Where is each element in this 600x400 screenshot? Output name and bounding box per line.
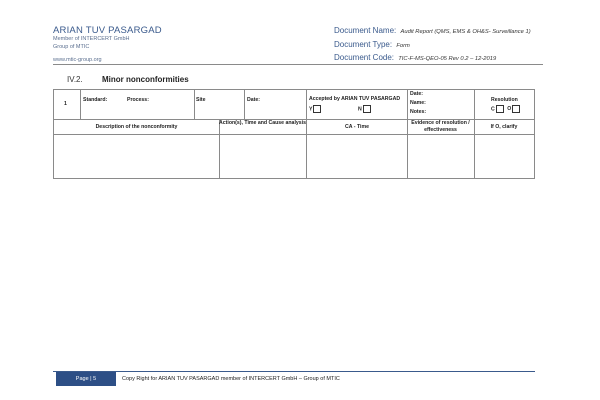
company-block	[53, 25, 162, 51]
clarify-field[interactable]	[475, 135, 534, 178]
col-evidence: Evidence of resolution / effectiveness	[411, 120, 470, 133]
nonconformity-table	[53, 89, 535, 179]
actions-field[interactable]	[220, 135, 306, 178]
col-clarify: If O, clarify	[490, 124, 518, 130]
document-info	[334, 25, 531, 66]
website-link[interactable]: www.mtic-group.org	[53, 57, 102, 63]
table-col-divider	[244, 90, 245, 119]
header-divider	[53, 64, 543, 65]
standard-label: Standard:	[83, 97, 108, 103]
resolution-options	[491, 105, 520, 113]
page-label: Page	[75, 376, 89, 382]
closed-checkbox[interactable]	[496, 105, 504, 113]
no-checkbox[interactable]	[363, 105, 371, 113]
resolution-label: Resolution	[491, 97, 518, 103]
doc-type-line	[334, 39, 531, 53]
row-number: 1	[64, 101, 67, 107]
doc-type-label: Document Type:	[334, 39, 393, 49]
signoff-date-label: Date:	[410, 91, 423, 97]
page-number: 5	[93, 376, 97, 382]
signoff-notes-label: Notes:	[410, 109, 427, 115]
doc-name-label: Document Name:	[334, 26, 397, 35]
open-label: O	[507, 106, 512, 113]
date-label: Date:	[247, 97, 260, 103]
accepted-no	[358, 105, 371, 113]
section-title: Minor nonconformities	[102, 75, 189, 84]
doc-type-value: Form	[396, 42, 410, 49]
accepted-label: Accepted by ARIAN TUV PASARGAD	[309, 96, 401, 102]
yes-label: Y	[309, 106, 313, 113]
table-col-divider	[474, 90, 475, 119]
ca-time-field[interactable]	[307, 135, 407, 178]
table-col-divider	[194, 90, 195, 119]
col-actions: Action(s), Time and Cause analysis	[219, 120, 306, 126]
section-number: IV.2.	[67, 75, 83, 84]
copyright-text: Copy Right for ARIAN TUV PASARGAD member of INTERCERT GmbH – Group of MTIC	[122, 376, 340, 382]
description-field[interactable]	[54, 135, 219, 178]
col-ca-time: CA - Time	[345, 124, 369, 130]
member-line: Member of INTERCERT GmbH	[53, 36, 130, 42]
doc-name-value: Audit Report (QMS, EMS & OH&S- Surveillance 1)	[400, 29, 531, 35]
open-checkbox[interactable]	[512, 105, 520, 113]
closed-label: C	[491, 106, 495, 113]
col-description: Description of the nonconformity	[95, 124, 178, 130]
doc-name-line	[334, 25, 531, 39]
table-col-divider	[407, 90, 408, 119]
signoff-name-label: Name:	[410, 100, 426, 106]
group-line: Group of MTIC	[53, 43, 90, 50]
site-label: Site	[196, 97, 206, 103]
company-name: ARIAN TUV PASARGAD	[53, 25, 162, 36]
section-heading	[67, 75, 189, 84]
no-label: N	[358, 106, 362, 113]
page-indicator: Page | 5	[56, 372, 116, 386]
table-col-divider	[306, 90, 307, 119]
yes-checkbox[interactable]	[313, 105, 321, 113]
evidence-field[interactable]	[408, 135, 474, 178]
table-col-divider	[80, 90, 81, 119]
process-label: Process:	[127, 97, 149, 103]
accepted-yes	[309, 105, 321, 113]
doc-code-value: TIC-F-MS-QEO-05 Rev 0.2 – 12-2019	[398, 56, 497, 62]
doc-code-label: Document Code:	[334, 53, 395, 62]
